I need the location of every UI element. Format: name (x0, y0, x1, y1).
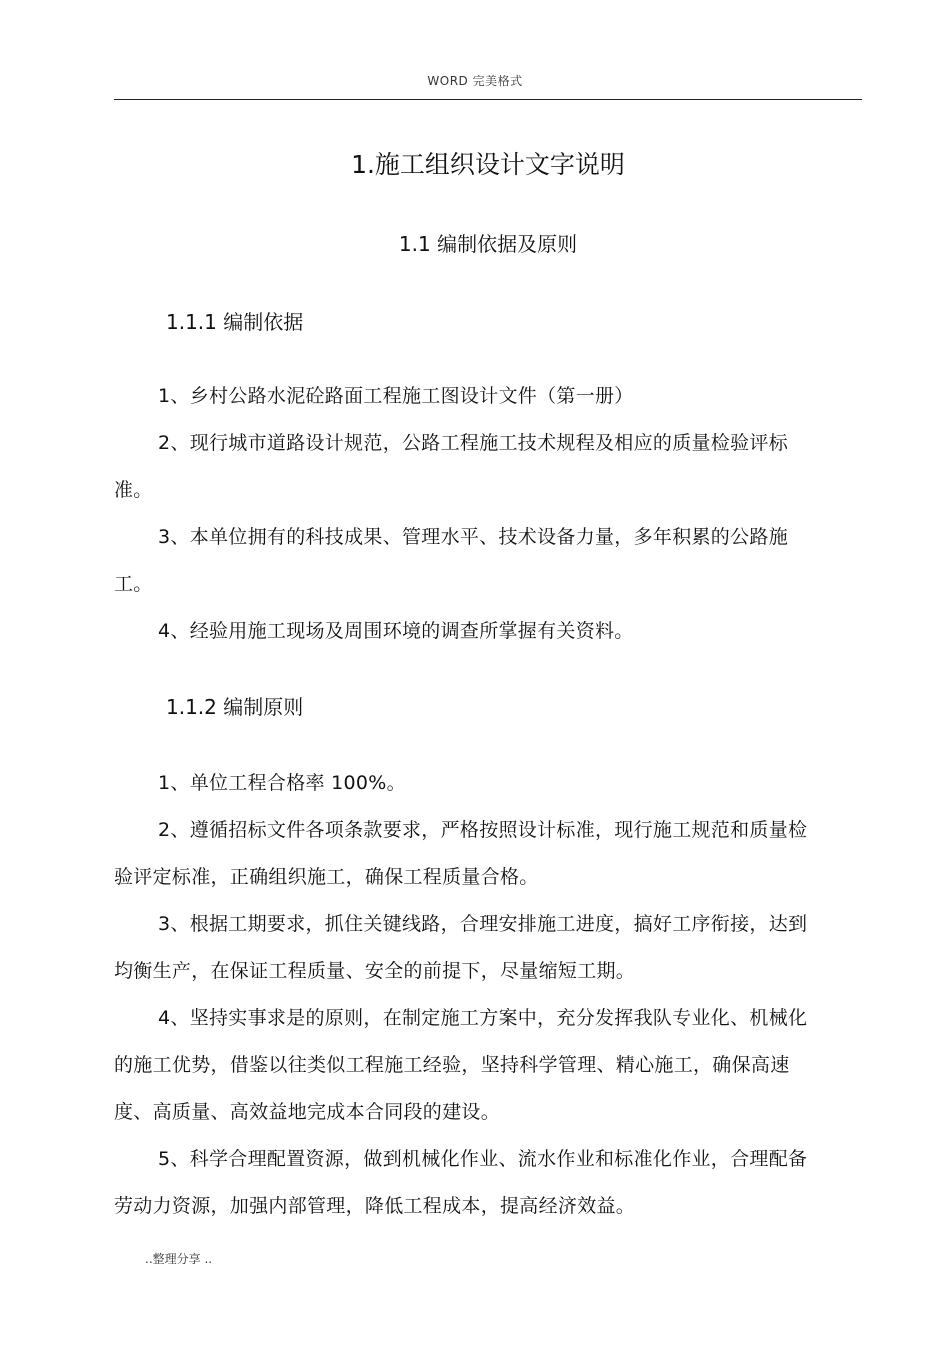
principle-item-1: 1、单位工程合格率 100%。 (158, 772, 406, 794)
subsection-heading-1-1-1: 1.1.1 编制依据 (166, 310, 304, 334)
page-footer: ..整理分享 .. (145, 1252, 213, 1266)
page-header: WORD 完美格式 (427, 74, 523, 88)
principle-item-5: 5、科学合理配置资源，做到机械化作业、流水作业和标准化作业，合理配备劳动力资源，加强内部管理，降低工程成本，提高经济效益。 (114, 1148, 808, 1217)
basis-item-3: 3、本单位拥有的科技成果、管理水平、技术设备力量，多年积累的公路施工。 (114, 526, 788, 595)
header-divider (114, 99, 862, 100)
principle-item-3: 3、根据工期要求，抓住关键线路，合理安排施工进度，搞好工序衔接，达到均衡生产，在保证工程质量、安全的前提下，尽量缩短工期。 (114, 913, 808, 982)
document-title: 1.施工组织设计文字说明 (351, 150, 625, 179)
section-heading-1-1: 1.1 编制依据及原则 (398, 232, 578, 256)
principle-item-2: 2、遵循招标文件各项条款要求，严格按照设计标准，现行施工规范和质量检验评定标准，正确组织施工，确保工程质量合格。 (114, 819, 808, 888)
subsection-heading-1-1-2: 1.1.2 编制原则 (166, 695, 304, 719)
basis-item-1: 1、乡村公路水泥砼路面工程施工图设计文件（第一册） (158, 385, 634, 407)
principle-item-4: 4、坚持实事求是的原则，在制定施工方案中，充分发挥我队专业化、机械化的施工优势，借鉴以往类似工程施工经验，坚持科学管理、精心施工，确保高速度、高质量、高效益地完成本合同段的建设。 (114, 1007, 808, 1123)
basis-item-4: 4、经验用施工现场及周围环境的调查所掌握有关资料。 (158, 620, 634, 642)
basis-item-2: 2、现行城市道路设计规范，公路工程施工技术规程及相应的质量检验评标准。 (114, 432, 788, 501)
